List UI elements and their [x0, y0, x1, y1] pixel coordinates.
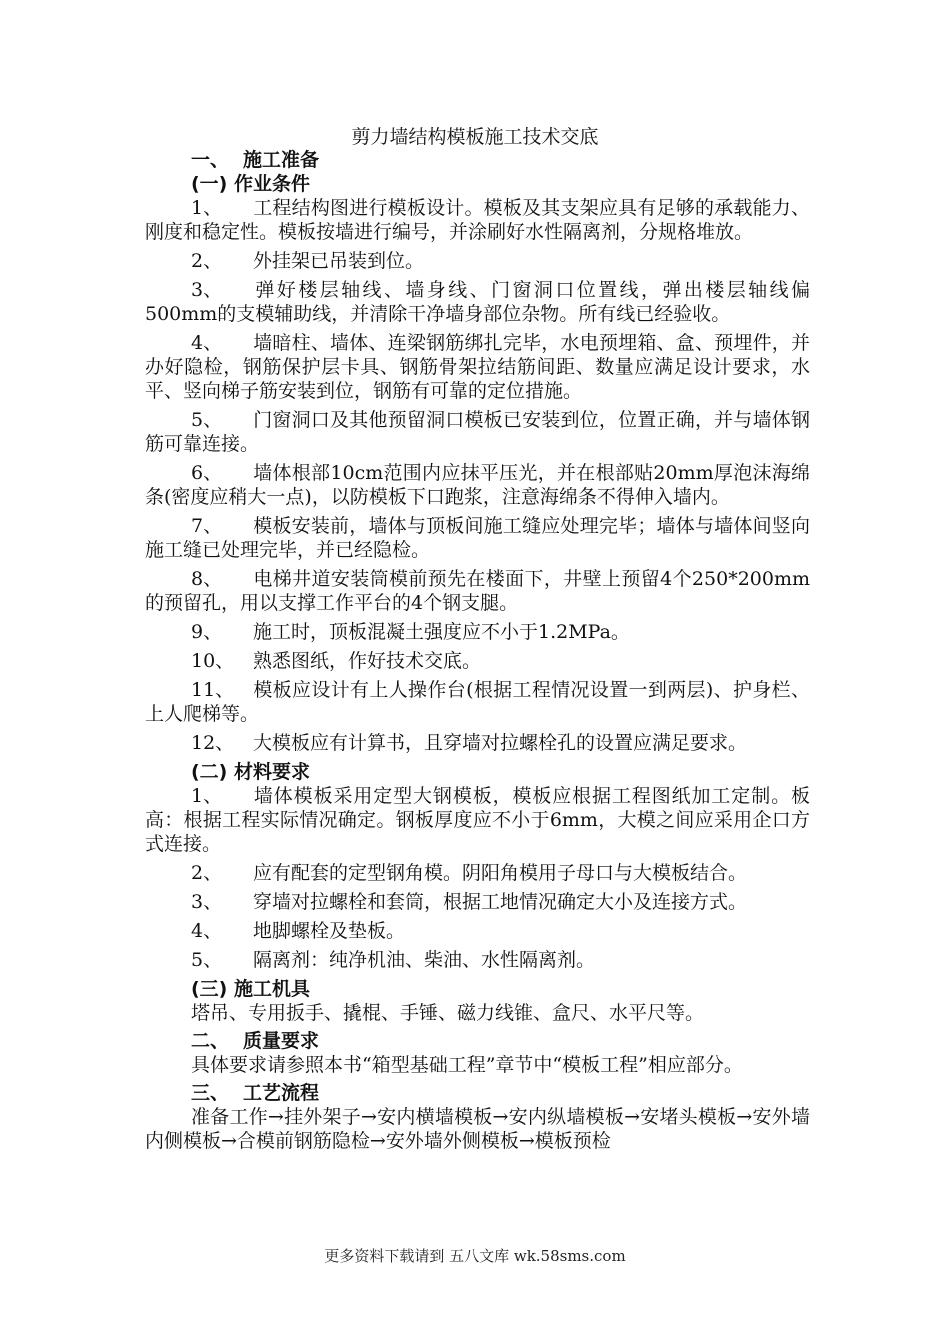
list-item: [145, 731, 810, 755]
item-text: 穿墙对拉螺栓和套筒，根据工地情况确定大小及连接方式。: [253, 891, 748, 913]
document-title: 剪力墙结构模板施工技术交底: [351, 126, 599, 148]
subsection-heading-tools: (三) 施工机具: [191, 978, 310, 1000]
item-text: 隔离剂：纯净机油、柴油、水性隔离剂。: [253, 949, 596, 971]
list-item: [145, 649, 810, 673]
list-item: [145, 890, 810, 914]
list-item: [145, 861, 810, 885]
conditions-list: [145, 196, 810, 755]
section-title: 质量要求: [243, 1030, 320, 1052]
item-number: 8、: [191, 568, 223, 590]
item-number: 2、: [191, 250, 223, 272]
list-item: [145, 948, 810, 972]
item-number: 12、: [191, 732, 235, 754]
item-number: 5、: [191, 409, 223, 431]
list-item: [145, 919, 810, 943]
quality-paragraph: 具体要求请参照本书“箱型基础工程”章节中“模板工程”相应部分。: [191, 1054, 743, 1076]
process-paragraph: 准备工作→挂外架子→安内横墙模板→安内纵墙模板→安堵头模板→安外墙内侧模板→合模前钢筋隐检→安外墙外侧模板→模板预检: [145, 1106, 810, 1152]
item-number: 9、: [191, 621, 223, 643]
item-text: 施工时，顶板混凝土强度应不小于1.2MPa。: [253, 621, 630, 643]
item-text: 弹好楼层轴线、墙身线、门窗洞口位置线，弹出楼层轴线偏500mm的支模辅助线，并清除干净墙身部位杂物。所有线已经验收。: [145, 279, 810, 325]
item-text: 模板应设计有上人操作台(根据工程情况设置一到两层)、护身栏、上人爬梯等。: [145, 679, 810, 725]
item-number: 2、: [191, 862, 223, 884]
item-text: 应有配套的定型钢角模。阴阳角模用子母口与大模板结合。: [253, 862, 748, 884]
item-text: 电梯井道安装筒模前预先在楼面下，井壁上预留4个250*200mm的预留孔，用以支撑工作平台的4个钢支腿。: [145, 568, 810, 614]
list-item: [145, 331, 810, 403]
item-number: 4、: [191, 920, 223, 942]
materials-list: [145, 784, 810, 972]
item-number: 1、: [191, 785, 223, 807]
document-body: [145, 148, 810, 1157]
item-number: 3、: [191, 279, 223, 301]
section-title: 施工准备: [243, 149, 320, 171]
item-text: 墙暗柱、墙体、连梁钢筋绑扎完毕，水电预埋箱、盒、预埋件，并办好隐检，钢筋保护层卡具、钢筋骨架拉结筋间距、数量应满足设计要求，水平、竖向梯子筋安装到位，钢筋有可靠的定位措施。: [145, 332, 810, 402]
item-text: 工程结构图进行模板设计。模板及其支架应具有足够的承载能力、刚度和稳定性。模板按墙进行编号，并涂刷好水性隔离剂，分规格堆放。: [145, 197, 810, 243]
subsection-heading-conditions: (一) 作业条件: [191, 173, 310, 195]
section-number: 二、: [191, 1030, 230, 1052]
list-item: [145, 784, 810, 856]
tools-paragraph: 塔吊、专用扳手、撬棍、手锤、磁力线锥、盒尺、水平尺等。: [191, 1002, 705, 1024]
list-item: [145, 196, 810, 244]
list-item: [145, 567, 810, 615]
item-text: 模板安装前，墙体与顶板间施工缝应处理完毕；墙体与墙体间竖向施工缝已处理完毕，并已经隐检。: [145, 515, 810, 561]
item-number: 6、: [191, 462, 223, 484]
list-item: [145, 620, 810, 644]
list-item: [145, 278, 810, 326]
section-number: 三、: [191, 1082, 230, 1104]
section-title: 工艺流程: [243, 1082, 320, 1104]
item-number: 5、: [191, 949, 223, 971]
subsection-heading-materials: (二) 材料要求: [191, 761, 310, 783]
item-text: 墙体根部10cm范围内应抹平压光，并在根部贴20mm厚泡沫海绵条(密度应稍大一点)，以防模板下口跑浆，注意海绵条不得伸入墙内。: [145, 462, 810, 508]
item-text: 门窗洞口及其他预留洞口模板已安装到位，位置正确，并与墙体钢筋可靠连接。: [145, 409, 810, 455]
item-number: 11、: [191, 679, 235, 701]
item-text: 地脚螺栓及垫板。: [253, 920, 406, 942]
item-text: 大模板应有计算书，且穿墙对拉螺栓孔的设置应满足要求。: [253, 732, 748, 754]
section-heading-2: [145, 1029, 810, 1053]
item-number: 4、: [191, 332, 223, 354]
item-text: 熟悉图纸，作好技术交底。: [253, 650, 482, 672]
footer-download-link[interactable]: 更多资料下载请到 五八文库 wk.58sms.com: [324, 1247, 626, 1265]
section-number: 一、: [191, 149, 230, 171]
item-text: 墙体模板采用定型大钢模板，模板应根据工程图纸加工定制。板高：根据工程实际情况确定。钢板厚度应不小于6mm，大模之间应采用企口方式连接。: [145, 785, 810, 855]
list-item: [145, 408, 810, 456]
section-heading-3: [145, 1081, 810, 1105]
list-item: [145, 249, 810, 273]
item-number: 1、: [191, 197, 223, 219]
item-number: 3、: [191, 891, 223, 913]
section-heading-1: [145, 148, 810, 172]
list-item: [145, 461, 810, 509]
item-number: 7、: [191, 515, 223, 537]
list-item: [145, 514, 810, 562]
list-item: [145, 678, 810, 726]
item-text: 外挂架已吊装到位。: [253, 250, 425, 272]
item-number: 10、: [191, 650, 235, 672]
